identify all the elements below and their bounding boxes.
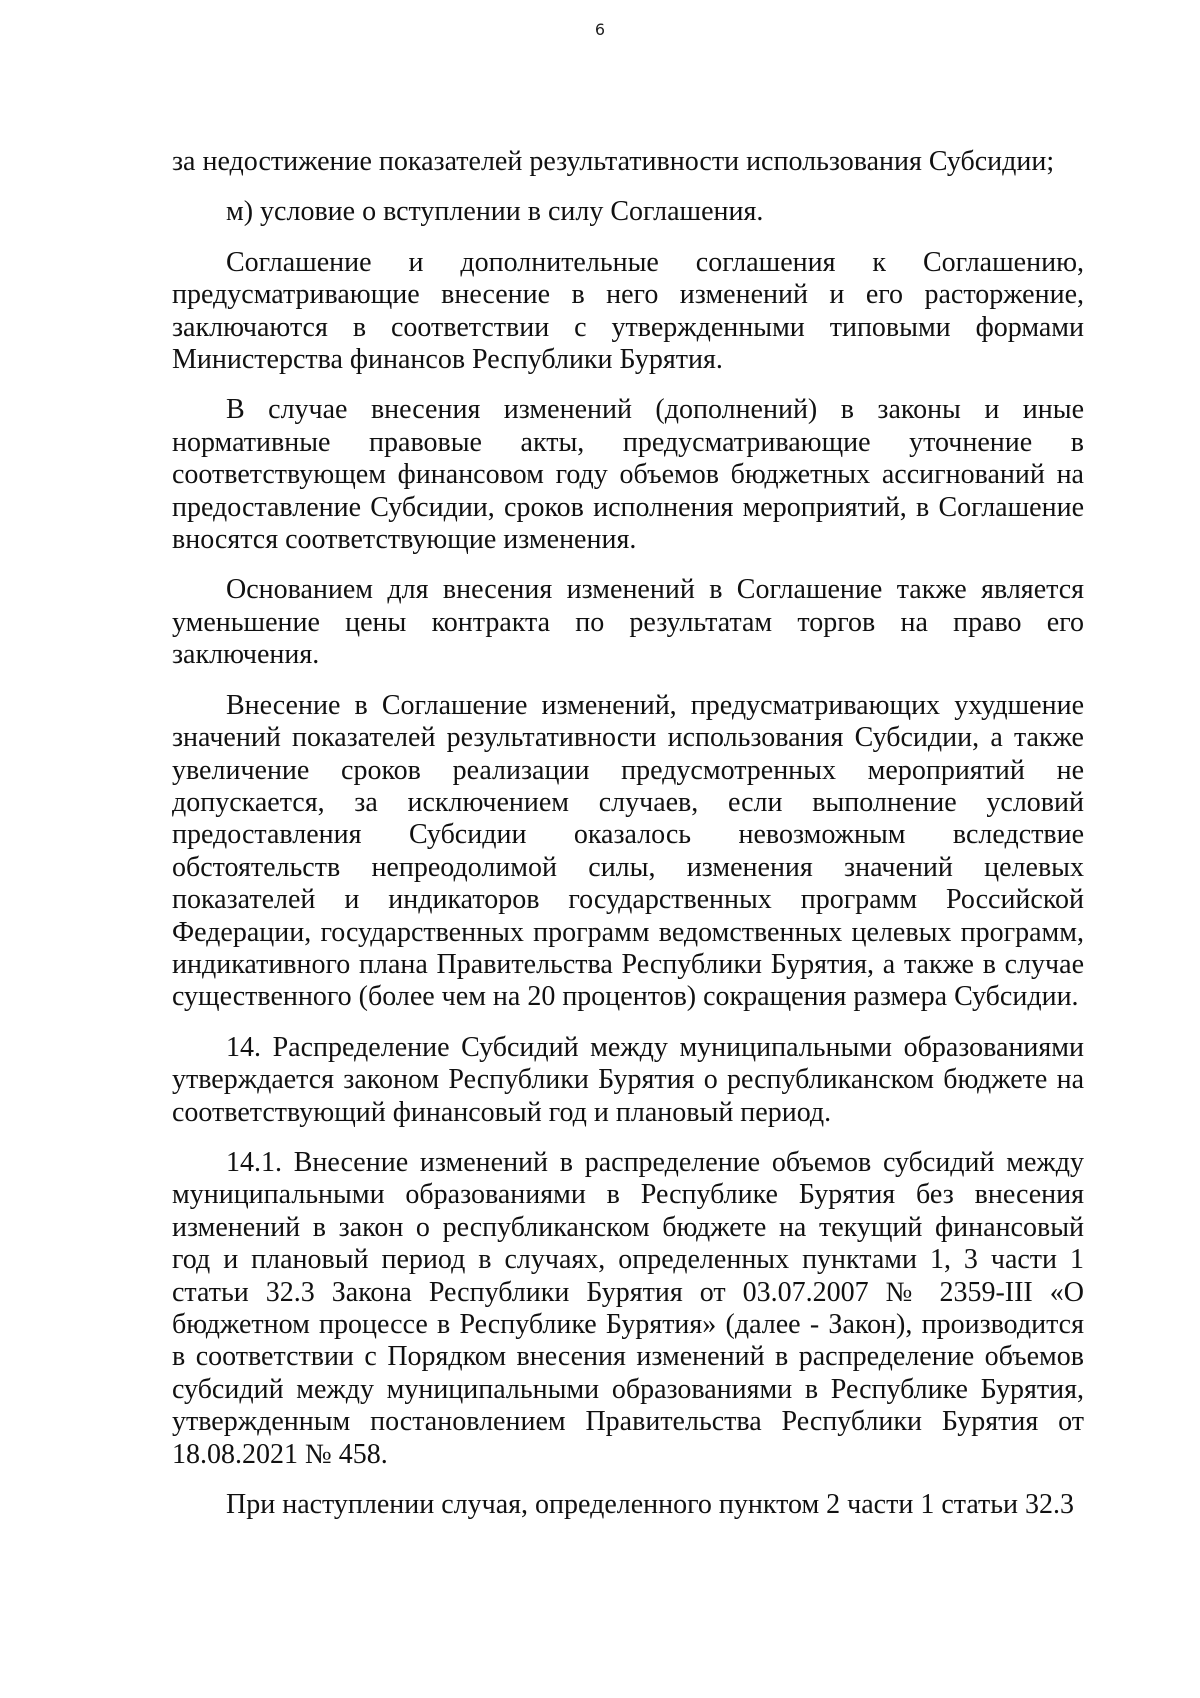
page-number: 6 <box>594 20 606 39</box>
paragraph-2: м) условие о вступлении в силу Соглашения. <box>226 196 764 228</box>
paragraph-5: Основанием для внесения изменений в Соглашение также является уменьшение цены контракта по результатам торгов на право его заключения. <box>172 574 1084 671</box>
paragraph-8: 14.1. Внесение изменений в распределение объемов субсидий между муниципальными образованиями в Республике Бурятия без внесения изменений в закон о республиканском бюджете на текущий финансовый год и плановый период в случаях, определенных пунктами 1, 3 части 1 статьи 32.3 Закона Республики Бурятия от 03.07.2007 № 2359-III «О бюджетном процессе в Республике Бурятия» (далее - Закон), производится в соответствии с Порядком внесения изменений в распределение объемов субсидий между муниципальными образованиями в Республике Бурятия, утвержденным постановлением Правительства Республики Бурятия от 18.08.2021 № 458. <box>172 1146 1084 1470</box>
paragraph-7: 14. Распределение Субсидий между муниципальными образованиями утверждается законом Республики Бурятия о республиканском бюджете на соответствующий финансовый год и плановый период. <box>172 1031 1084 1128</box>
document-body <box>172 146 1084 1521</box>
paragraph-1: за недостижение показателей результативности использования Субсидии; <box>172 146 1055 177</box>
paragraph-9: При наступлении случая, определенного пунктом 2 части 1 статьи 32.3 <box>226 1489 1075 1521</box>
paragraph-3: Соглашение и дополнительные соглашения к Соглашению, предусматривающие внесение в него изменений и его расторжение, заключаются в соответствии с утвержденными типовыми формами Министерства финансов Республики Бурятия. <box>172 246 1084 376</box>
paragraph-4: В случае внесения изменений (дополнений) в законы и иные нормативные правовые акты, предусматривающие уточнение в соответствующем финансовом году объемов бюджетных ассигнований на предоставление Субсидии, сроков исполнения мероприятий, в Соглашение вносятся соответствующие изменения. <box>172 394 1084 556</box>
paragraph-6: Внесение в Соглашение изменений, предусматривающих ухудшение значений показателей результативности использования Субсидии, а также увеличение сроков реализации предусмотренных мероприятий не допускается, за исключением случаев, если выполнение условий предоставления Субсидии оказалось невозможным вследствие обстоятельств непреодолимой силы, изменения значений целевых показателей и индикаторов государственных программ Российской Федерации, государственных программ ведомственных целевых программ, индикативного плана Правительства Республики Бурятия, а также в случае существенного (более чем на 20 процентов) сокращения размера Субсидии. <box>172 689 1084 1013</box>
